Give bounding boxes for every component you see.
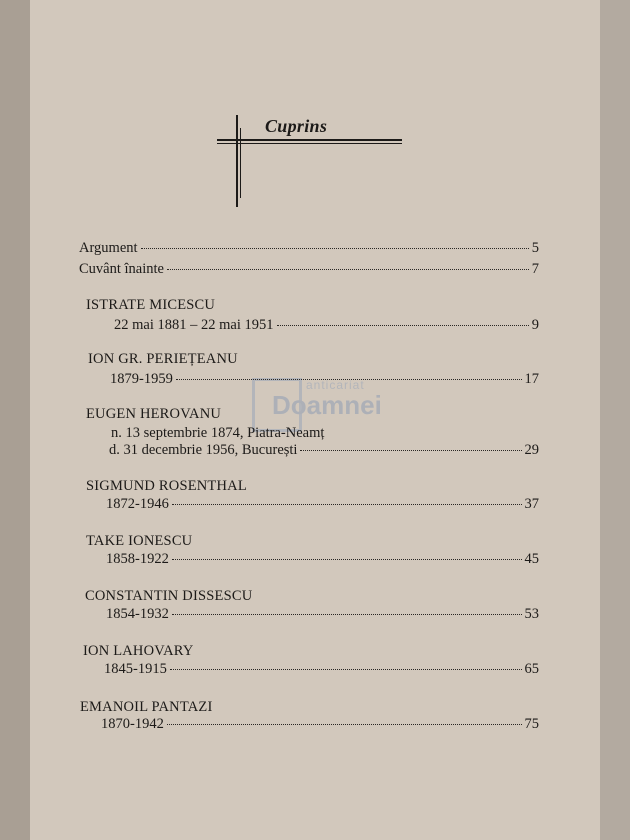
- toc-page-number: 9: [531, 317, 539, 333]
- toc-row[interactable]: [106, 551, 539, 568]
- toc-label: Argument: [79, 240, 138, 256]
- dot-leader: [172, 613, 522, 615]
- dot-leader: [172, 558, 522, 560]
- toc-label: d. 31 decembrie 1956, București: [109, 442, 298, 458]
- toc-entry-name: CONSTANTIN DISSESCU: [85, 588, 253, 604]
- toc-page-number: 45: [524, 551, 539, 567]
- toc-entry-name: TAKE IONESCU: [86, 533, 193, 549]
- toc-page-number: 37: [524, 496, 539, 512]
- toc-label: 22 mai 1881 – 22 mai 1951: [114, 317, 274, 333]
- toc-row[interactable]: [106, 606, 539, 623]
- toc-entry-name: ISTRATE MICESCU: [86, 297, 216, 313]
- dot-leader: [141, 247, 529, 249]
- toc-page-number: 5: [531, 240, 539, 256]
- toc-label: 1872-1946: [106, 496, 169, 512]
- toc-label: 1858-1922: [106, 551, 169, 567]
- toc-row[interactable]: [109, 442, 539, 459]
- toc-page-number: 17: [524, 371, 539, 387]
- toc-page-number: 75: [524, 716, 539, 732]
- toc-label: 1879-1959: [110, 371, 173, 387]
- watermark-big-text: Doamnei: [272, 390, 382, 420]
- toc-page-number: 29: [524, 442, 539, 458]
- toc-page-number: 65: [524, 661, 539, 677]
- dot-leader: [300, 449, 521, 451]
- dot-leader: [170, 668, 522, 670]
- page-title: Cuprins: [265, 116, 328, 136]
- toc-row-cuvant-inainte[interactable]: [79, 261, 539, 278]
- toc-entry-name: SIGMUND ROSENTHAL: [86, 478, 247, 494]
- toc-row[interactable]: [101, 716, 539, 733]
- toc-page-number: 7: [531, 261, 539, 277]
- watermark-small-text: anticariat: [306, 378, 365, 392]
- dot-leader: [176, 378, 522, 380]
- dot-leader: [167, 723, 522, 725]
- toc-label: 1854-1932: [106, 606, 169, 622]
- toc-row[interactable]: [104, 661, 539, 678]
- toc-row-argument[interactable]: [79, 240, 539, 257]
- toc-label: Cuvânt înainte: [79, 261, 164, 277]
- dot-leader: [172, 503, 522, 505]
- toc-row[interactable]: [114, 317, 539, 334]
- toc-entry-name: ION GR. PERIEȚEANU: [88, 351, 238, 367]
- toc-entry-name: EUGEN HEROVANU: [86, 406, 222, 422]
- toc-entry-name: ION LAHOVARY: [83, 643, 194, 659]
- dot-leader: [277, 324, 529, 326]
- dot-leader: [167, 268, 529, 270]
- toc-label: 1845-1915: [104, 661, 167, 677]
- toc-entry-name: EMANOIL PANTAZI: [80, 699, 213, 715]
- toc-entry-birth-line: n. 13 septembrie 1874, Piatra-Neamț: [111, 425, 325, 441]
- toc-row[interactable]: [106, 496, 539, 513]
- toc-row[interactable]: [110, 371, 539, 388]
- toc-page-number: 53: [524, 606, 539, 622]
- toc-label: 1870-1942: [101, 716, 164, 732]
